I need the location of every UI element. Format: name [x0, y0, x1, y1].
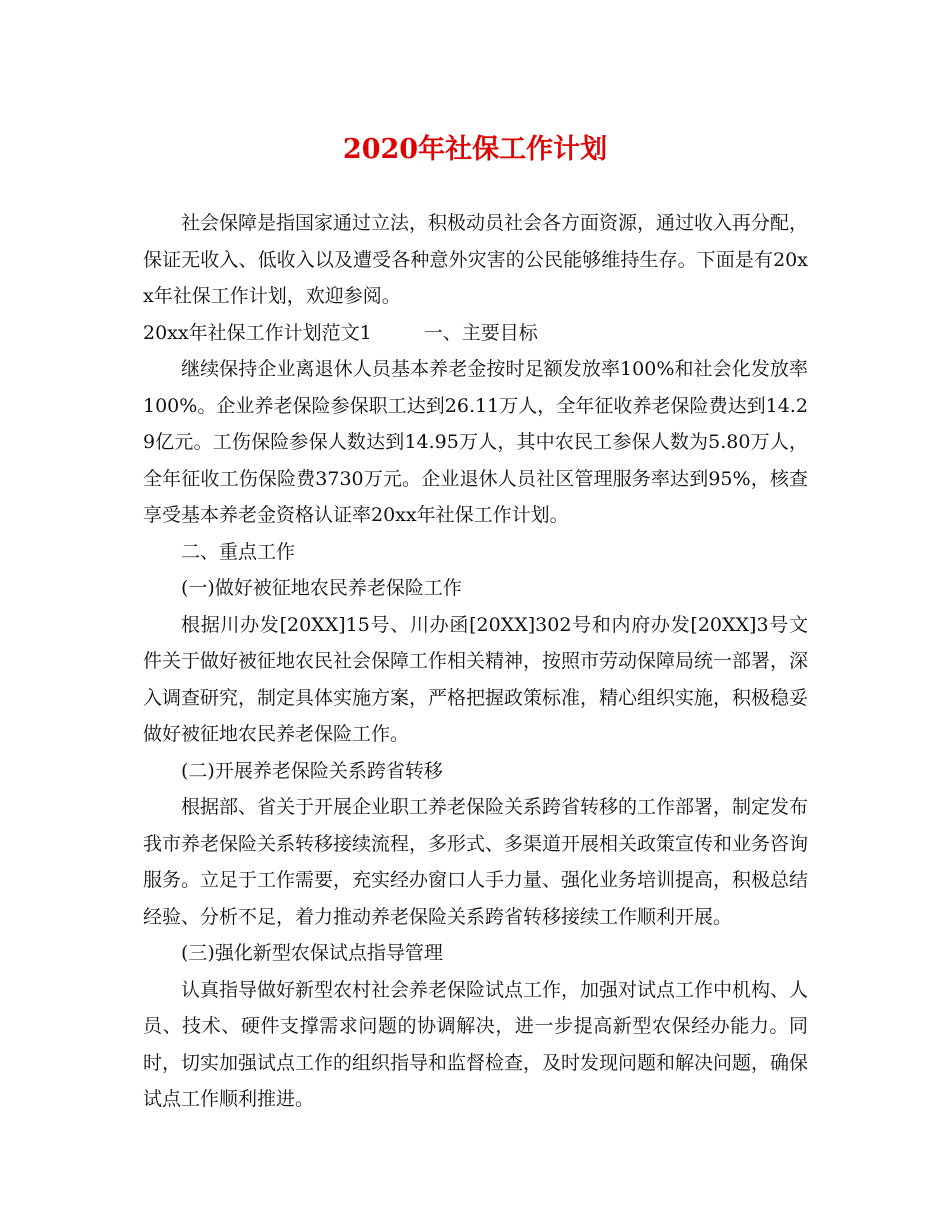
sample-heading-line — [143, 315, 808, 352]
section1-paragraph: 继续保持企业离退休人员基本养老金按时足额发放率100%和社会化发放率100%。企业养老保险参保职工达到26.11万人，全年征收养老保险费达到14.29亿元。工伤保险参保人数达到14.95万人，其中农民工参保人数为5.80万人，全年征收工伤保险费3730万元。企业退休人员社区管理服务率达到95%，核查享受基本养老金资格认证率20xx年社保工作计划。 — [143, 358, 808, 526]
item2-heading: (二)开展养老保险关系跨省转移 — [181, 759, 443, 782]
item1-heading: (一)做好被征地农民养老保险工作 — [181, 577, 462, 599]
sample-heading: 20xx年社保工作计划范文1 — [143, 321, 372, 344]
intro-paragraph: 社会保障是指国家通过立法，积极动员社会各方面资源，通过收入再分配，保证无收入、低收入以及遭受各种意外灾害的公民能够维持生存。下面是有20xx年社保工作计划，欢迎参阅。 — [143, 212, 809, 307]
item2-paragraph: 根据部、省关于开展企业职工养老保险关系跨省转移的工作部署，制定发布我市养老保险关系转移接续流程，多形式、多渠道开展相关政策宣传和业务咨询服务。立足于工作需要，充实经办窗口人手力量、强化业务培训提高，积极总结经验、分析不足，着力推动养老保险关系跨省转移接续工作顺利开展。 — [143, 796, 809, 928]
document-title: 2020年社保工作计划 — [342, 134, 608, 165]
section1-heading: 一、主要目标 — [423, 321, 538, 344]
item1-paragraph: 根据川办发[20XX]15号、川办函[20XX]302号和内府办发[20XX]3号文件关于做好被征地农民社会保障工作相关精神，按照市劳动保障局统一部署，深入调查研究，制定具体实施方案，严格把握政策标准，精心组织实施，积极稳妥做好被征地农民养老保险工作。 — [143, 613, 809, 745]
section2-heading: 二、重点工作 — [181, 540, 296, 563]
item3-heading: (三)强化新型农保试点指导管理 — [181, 942, 443, 964]
item3-paragraph: 认真指导做好新型农村社会养老保险试点工作，加强对试点工作中机构、人员、技术、硬件支撑需求问题的协调解决，进一步提高新型农保经办能力。同时，切实加强试点工作的组织指导和监督检查，及时发现问题和解决问题，确保试点工作顺利推进。 — [143, 978, 809, 1110]
document-body — [143, 205, 808, 1118]
